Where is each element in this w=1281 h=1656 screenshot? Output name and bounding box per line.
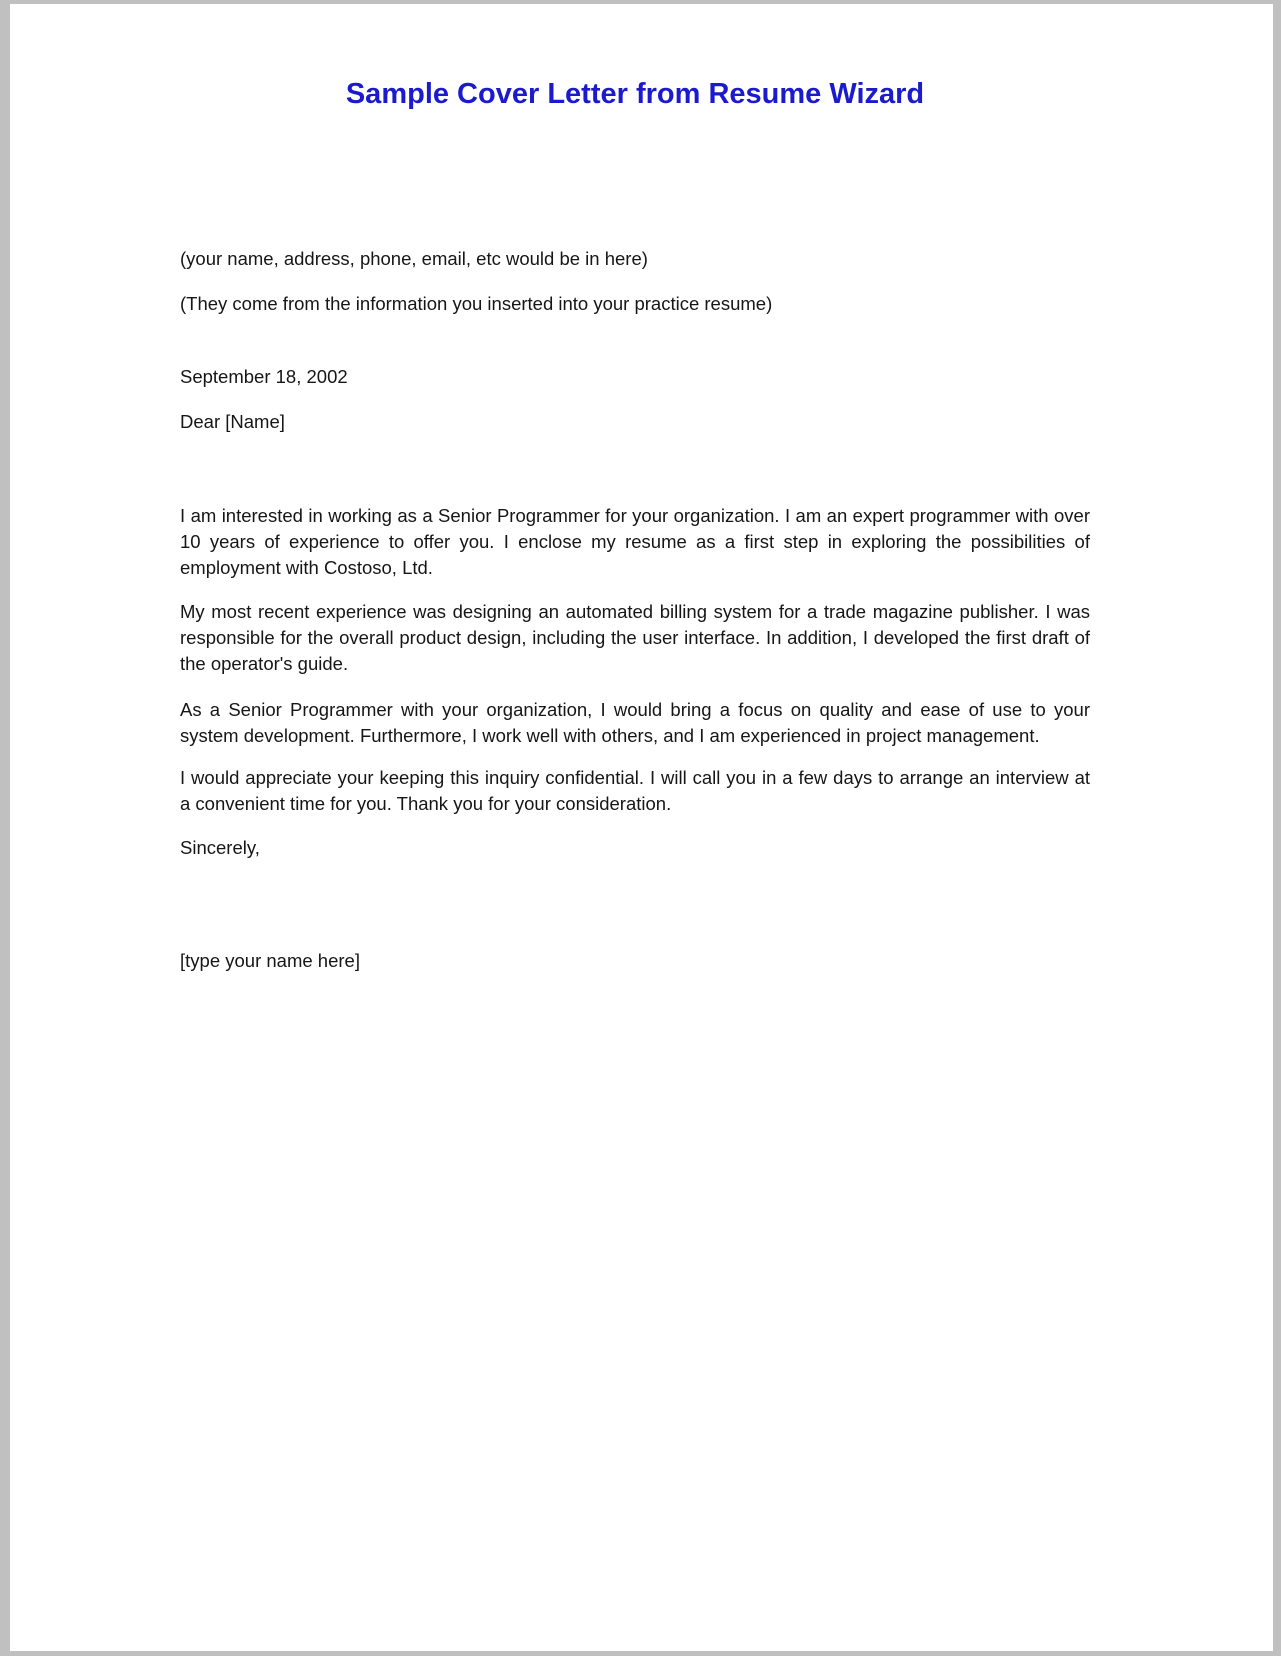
- letter-salutation: Dear [Name]: [180, 411, 285, 432]
- document-title: Sample Cover Letter from Resume Wizard: [345, 78, 925, 110]
- signature-placeholder: [type your name here]: [180, 950, 360, 971]
- letter-paragraph-interest: I am interested in working as a Senior Programmer for your organization. I am an expert programmer with over 10 years of experience to offer you. I enclose my resume as a first step in exploring the possibilities of employment with Costoso, Ltd.: [180, 505, 1090, 578]
- letter-closing: Sincerely,: [180, 837, 260, 858]
- placeholder-source-note: (They come from the information you inserted into your practice resume): [180, 293, 773, 314]
- document-page: [10, 4, 1273, 1651]
- letter-paragraph-followup: I would appreciate your keeping this inquiry confidential. I will call you in a few days to arrange an interview at a convenient time for you. Thank you for your consideration.: [180, 767, 1090, 814]
- letter-content: [180, 76, 1090, 974]
- letter-paragraph-qualities: As a Senior Programmer with your organization, I would bring a focus on quality and ease of use to your system development. Furthermore, I work well with others, and I am experienced in project management.: [180, 699, 1090, 746]
- placeholder-contact-info: (your name, address, phone, email, etc would be in here): [180, 248, 648, 269]
- letter-date: September 18, 2002: [180, 366, 348, 387]
- letter-paragraph-experience: My most recent experience was designing an automated billing system for a trade magazine publisher. I was responsible for the overall product design, including the user interface. In addition, I developed the first draft of the operator's guide.: [180, 601, 1090, 674]
